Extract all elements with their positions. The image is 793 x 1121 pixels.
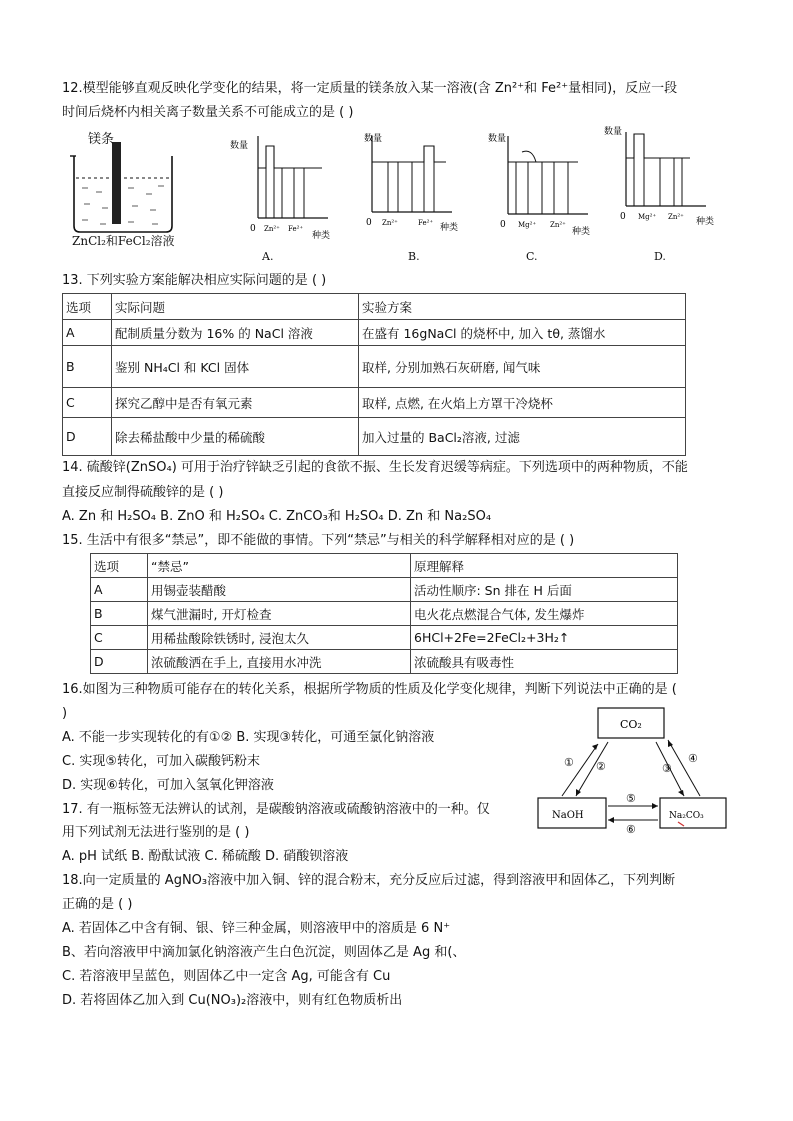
label-5: ⑤	[626, 792, 636, 805]
q12-stem-line1: 12.模型能够直观反映化学变化的结果，将一定质量的镁条放入某一溶液(含 Zn²⁺和 Fe²⁺量相同)，反应一段	[62, 81, 678, 96]
chart-c-option: C.	[526, 250, 538, 263]
q13-row-a-plan: 在盛有 16gNaCl 的烧杯中, 加入 tθ, 蒸馏水	[359, 320, 686, 346]
label-6: ⑥	[626, 823, 636, 836]
chart-d-xlabel: 种类	[696, 217, 715, 227]
q13-table	[62, 293, 686, 456]
chart-c-ylabel: 数量	[488, 134, 507, 144]
chart-a-xlabel: 种类	[312, 231, 331, 241]
q13-row-d-plan: 加入过量的 BaCl₂溶液, 过滤	[359, 418, 686, 456]
chart-c-tick-2: Zn²⁺	[550, 221, 566, 229]
q13-row-b-plan: 取样, 分别加熟石灰研磨, 闻气味	[359, 346, 686, 388]
q16-option-c: C. 实现⑤转化，可加入碳酸钙粉末	[62, 754, 260, 769]
q15-row-b-taboo: 煤气泄漏时, 开灯检查	[148, 602, 411, 626]
arrow-4	[668, 740, 700, 796]
conversion-diagram	[536, 704, 732, 836]
q14-options: A. Zn 和 H₂SO₄ B. ZnO 和 H₂SO₄ C. ZnCO₃和 H₂SO₄ D. Zn 和 Na₂SO₄	[62, 509, 492, 524]
chart-b-xlabel: 种类	[440, 223, 459, 233]
chart-b	[362, 128, 472, 248]
q16-option-ab: A. 不能一步实现转化的有①② B. 实现③转化，可通至氯化钠溶液	[62, 730, 435, 745]
table-row	[91, 626, 678, 650]
q15-header-taboo: “禁忌”	[148, 554, 411, 578]
q15-header-row	[91, 554, 678, 578]
table-row	[63, 346, 686, 388]
chart-b-tick-1: Zn²⁺	[382, 219, 398, 227]
q18-option-a: A. 若固体乙中含有铜、银、锌三种金属，则溶液甲中的溶质是 6 N⁺	[62, 921, 451, 936]
chart-a-origin: 0	[250, 224, 256, 234]
table-row	[91, 650, 678, 674]
chart-b-origin: 0	[366, 218, 372, 228]
q13-row-a-problem: 配制质量分数为 16% 的 NaCl 溶液	[112, 320, 359, 346]
chart-d-tick-2: Zn²⁺	[668, 213, 684, 221]
arrow-4-head	[668, 740, 673, 747]
chart-a-top-outline	[258, 146, 322, 168]
chart-a-tick-1: Zn²⁺	[264, 225, 280, 233]
q15-row-a-explanation: 活动性顺序: Sn 排在 H 后面	[411, 578, 678, 602]
q18-stem-line2: 正确的是 ( )	[62, 897, 133, 912]
q12-stem-line2: 时间后烧杯内相关离子数量关系不可能成立的是 ( )	[62, 105, 354, 120]
arrow-6-head	[608, 817, 614, 823]
q15-table	[90, 553, 678, 674]
chart-d-top-outline	[626, 134, 690, 158]
q17-options: A. pH 试纸 B. 酚酞试液 C. 稀硫酸 D. 硝酸钡溶液	[62, 849, 349, 864]
q15-row-a-taboo: 用锡壶装醋酸	[148, 578, 411, 602]
chart-c-tick-1: Mg²⁺	[518, 221, 537, 229]
chart-d-tick-1: Mg²⁺	[638, 213, 657, 221]
q15-header-explanation: 原理解释	[411, 554, 678, 578]
q16-stem-line2: )	[62, 706, 68, 721]
q13-header-problem: 实际问题	[112, 294, 359, 320]
table-row	[91, 602, 678, 626]
q13-row-d-problem: 除去稀盐酸中少量的稀硫酸	[112, 418, 359, 456]
q13-row-b-option: B	[63, 346, 112, 388]
arrow-5-head	[652, 803, 658, 809]
chart-a-tick-2: Fe²⁺	[288, 225, 304, 233]
chart-c-curve	[522, 151, 536, 162]
q15-row-d-explanation: 浓硫酸具有吸毒性	[411, 650, 678, 674]
q13-row-d-option: D	[63, 418, 112, 456]
q17-stem-line2: 用下列试剂无法进行鉴别的是 ( )	[62, 825, 250, 840]
q13-header-row	[63, 294, 686, 320]
chart-a	[228, 128, 338, 248]
table-row	[63, 320, 686, 346]
chart-b-ylabel: 数量	[364, 134, 383, 144]
co2-label: CO₂	[620, 718, 642, 731]
q18-option-c: C. 若溶液甲呈蓝色，则固体乙中一定含 Ag, 可能含有 Cu	[62, 969, 391, 984]
naoh-label: NaOH	[552, 810, 584, 821]
beaker-bottom-label: ZnCl₂和FeCl₂溶液	[72, 234, 175, 248]
chart-a-option: A.	[262, 250, 274, 263]
table-row	[63, 418, 686, 456]
q18-stem-line1: 18.向一定质量的 AgNO₃溶液中加入铜、锌的混合粉末，充分反应后过滤，得到溶液甲和固体乙，下列判断	[62, 873, 676, 888]
arrow-2-head	[576, 789, 581, 796]
q15-row-d-option: D	[91, 650, 148, 674]
q13-row-c-option: C	[63, 388, 112, 418]
q13-header-plan: 实验方案	[359, 294, 686, 320]
q13-row-c-plan: 取样, 点燃, 在火焰上方罩干冷烧杯	[359, 388, 686, 418]
q14-stem-line1: 14. 硫酸锌(ZnSO₄) 可用于治疗锌缺乏引起的食欲不振、生长发育迟缓等病症。下列选项中的两种物质，不能	[62, 460, 688, 475]
q15-row-d-taboo: 浓硫酸洒在手上, 直接用水冲洗	[148, 650, 411, 674]
label-3: ③	[662, 762, 672, 775]
chart-b-option: B.	[408, 250, 420, 263]
chart-c-origin: 0	[500, 220, 506, 230]
q13-row-c-problem: 探究乙醇中是否有氧元素	[112, 388, 359, 418]
q15-header-option: 选项	[91, 554, 148, 578]
beaker-top-label: 镁条	[88, 132, 115, 147]
q15-row-c-explanation: 6HCl+2Fe=2FeCl₂+3H₂↑	[411, 626, 678, 650]
na2co3-label: Na₂CO₃	[669, 811, 704, 821]
q14-stem-line2: 直接反应制得硫酸锌的是 ( )	[62, 485, 224, 500]
q13-stem: 13. 下列实验方案能解决相应实际问题的是 ( )	[62, 273, 327, 288]
chart-c	[488, 128, 598, 248]
q15-row-c-taboo: 用稀盐酸除铁锈时, 浸泡太久	[148, 626, 411, 650]
q15-row-b-option: B	[91, 602, 148, 626]
arrow-1	[562, 744, 598, 796]
chart-d-ylabel: 数量	[604, 127, 623, 137]
chart-b-top-outline	[372, 146, 446, 162]
q18-option-b: B、若向溶液甲中滴加氯化钠溶液产生白色沉淀，则固体乙是 Ag 和(、	[62, 945, 466, 960]
label-4: ④	[688, 752, 698, 765]
q15-row-b-explanation: 电火花点燃混合气体, 发生爆炸	[411, 602, 678, 626]
chart-d-option: D.	[654, 250, 666, 263]
q16-option-d: D. 实现⑥转化，可加入氢氧化钾溶液	[62, 778, 274, 793]
label-1: ①	[564, 756, 574, 769]
q13-header-option: 选项	[63, 294, 112, 320]
q18-option-d: D. 若将固体乙加入到 Cu(NO₃)₂溶液中，则有红色物质析出	[62, 993, 403, 1008]
chart-d-origin: 0	[620, 212, 626, 222]
table-row	[63, 388, 686, 418]
arrow-3-head	[678, 790, 684, 796]
chart-b-tick-2: Fe²⁺	[418, 219, 434, 227]
table-row	[91, 578, 678, 602]
q17-stem-line1: 17. 有一瓶标签无法辨认的试剂，是碳酸钠溶液或硫酸钠溶液中的一种。仅	[62, 802, 490, 817]
chart-a-ylabel: 数量	[230, 141, 249, 151]
q15-row-a-option: A	[91, 578, 148, 602]
q15-row-c-option: C	[91, 626, 148, 650]
q15-stem: 15. 生活中有很多“禁忌”，即不能做的事情。下列“禁忌”与相关的科学解释相对应的是 ( )	[62, 533, 575, 548]
q16-stem-line1: 16.如图为三种物质可能存在的转化关系，根据所学物质的性质及化学变化规律，判断下列说法中正确的是 (	[62, 682, 677, 697]
chart-c-xlabel: 种类	[572, 227, 591, 237]
q13-row-b-problem: 鉴别 NH₄Cl 和 KCl 固体	[112, 346, 359, 388]
q13-row-a-option: A	[63, 320, 112, 346]
label-2: ②	[596, 760, 606, 773]
chart-d	[604, 124, 724, 250]
